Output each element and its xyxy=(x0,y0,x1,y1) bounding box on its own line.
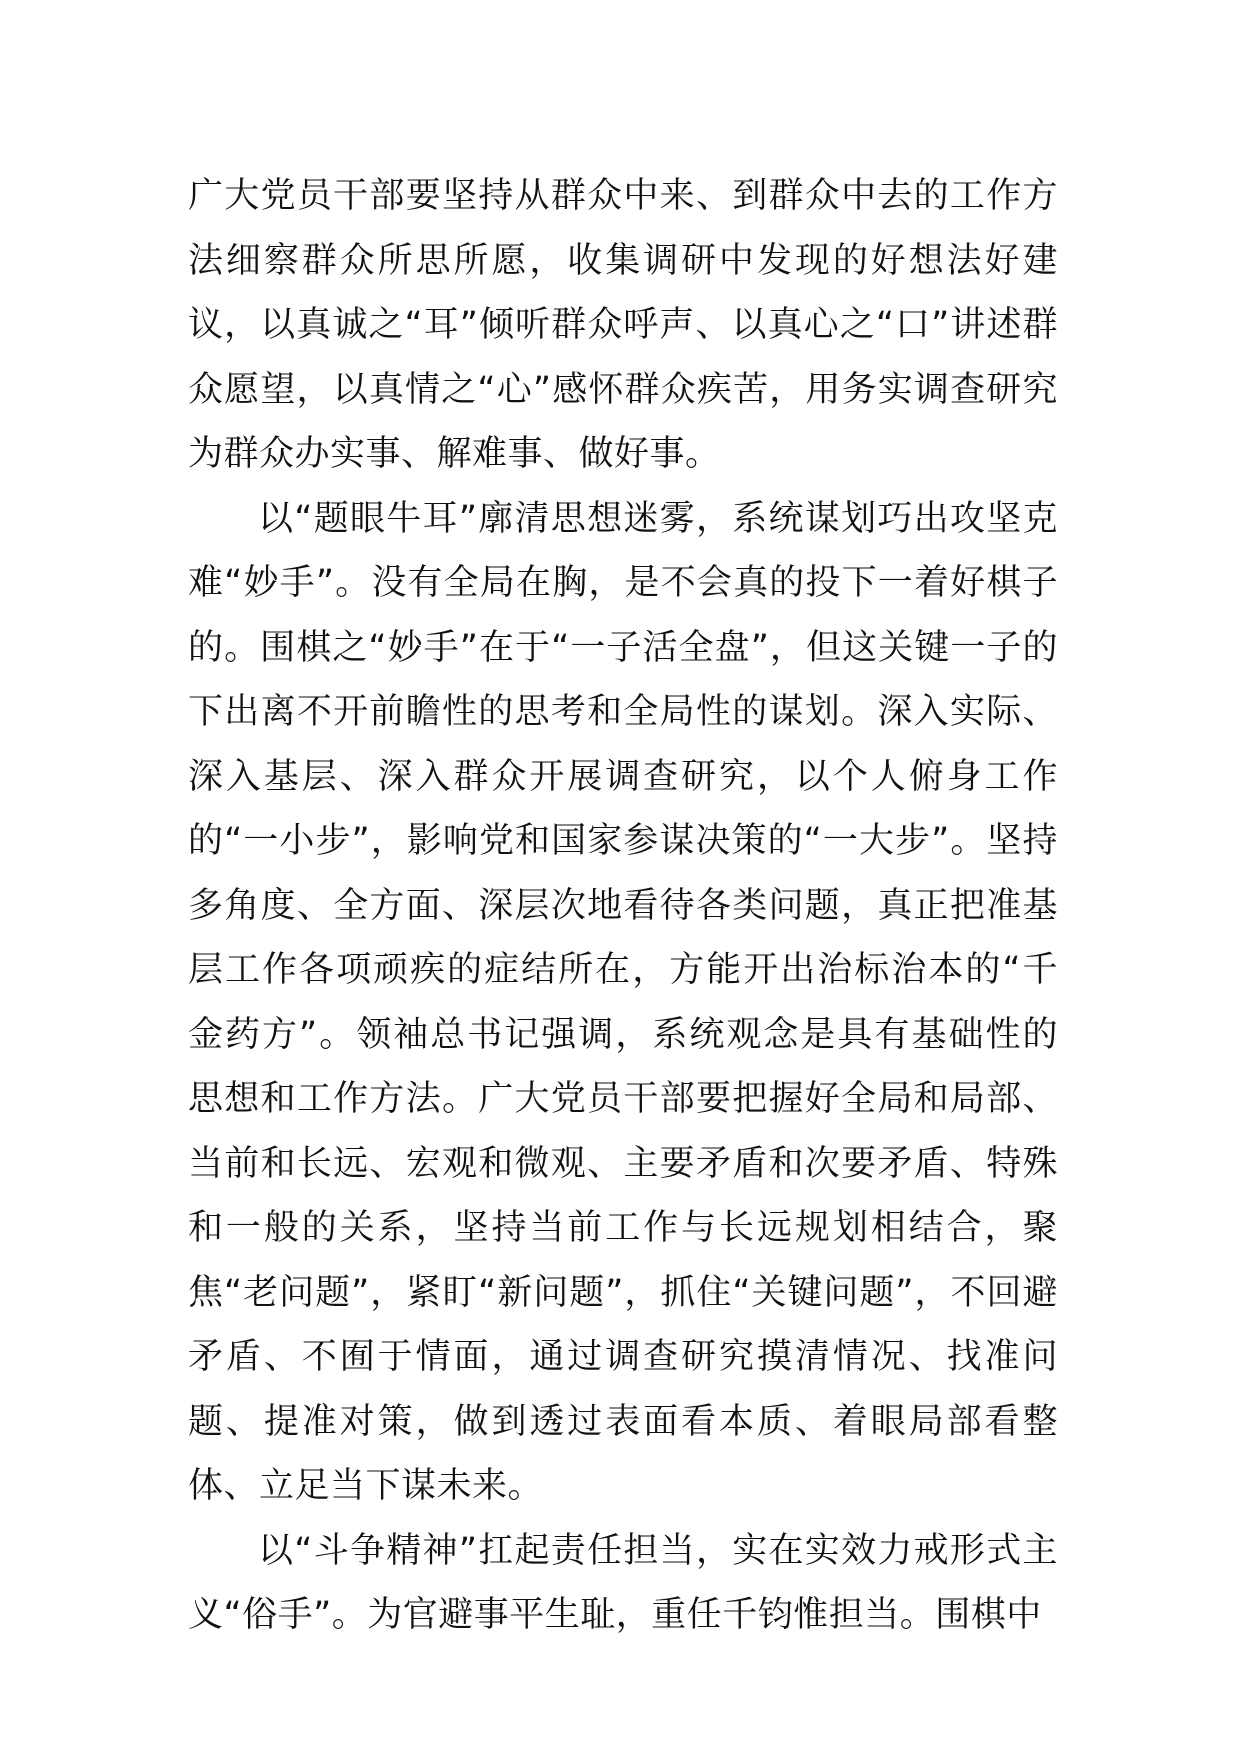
document-body xyxy=(188,164,1058,1648)
paragraph-2: 以“题眼牛耳”廓清思想迷雾，系统谋划巧出攻坚克难“妙手”。没有全局在胸，是不会真的投下一着好棋子的。围棋之“妙手”在于“一子活全盘”，但这关键一子的下出离不开前瞻性的思考和全局性的谋划。深入实际、深入基层、深入群众开展调查研究，以个人俯身工作的“一小步”，影响党和国家参谋决策的“一大步”。坚持多角度、全方面、深层次地看待各类问题，真正把准基层工作各项顽疾的症结所在，方能开出治标治本的“千金药方”。领袖总书记强调，系统观念是具有基础性的思想和工作方法。广大党员干部要把握好全局和局部、当前和长远、宏观和微观、主要矛盾和次要矛盾、特殊和一般的关系，坚持当前工作与长远规划相结合，聚焦“老问题”，紧盯“新问题”，抓住“关键问题”，不回避矛盾、不囿于情面，通过调查研究摸清情况、找准问题、提准对策，做到透过表面看本质、着眼局部看整体、立足当下谋未来。 xyxy=(188,498,1058,1506)
paragraph-1: 广大党员干部要坚持从群众中来、到群众中去的工作方法细察群众所思所愿，收集调研中发现的好想法好建议，以真诚之“耳”倾听群众呼声、以真心之“口”讲述群众愿望，以真情之“心”感怀群众疾苦，用务实调查研究为群众办实事、解难事、做好事。 xyxy=(188,176,1058,474)
paragraph-3: 以“斗争精神”扛起责任担当，实在实效力戒形式主义“俗手”。为官避事平生耻，重任千钧惟担当。围棋中 xyxy=(188,1530,1058,1635)
